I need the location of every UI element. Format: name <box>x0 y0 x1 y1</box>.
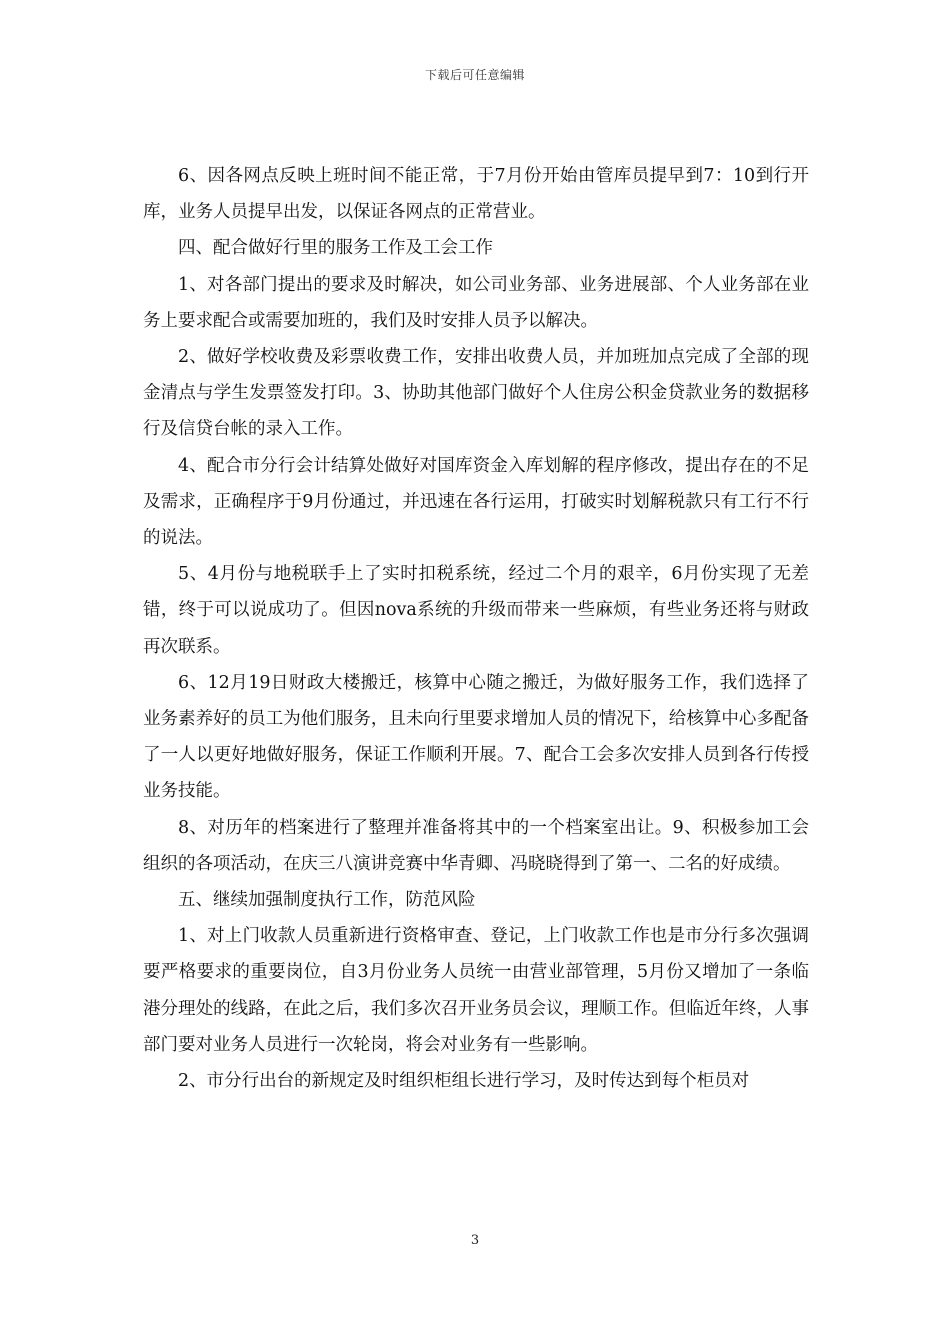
paragraph-1: 6、因各网点反映上班时间不能正常，于7月份开始由管库员提早到7：10到行开库，业务人员提早出发，以保证各网点的正常营业。 <box>143 166 809 223</box>
paragraph-3: 1、对各部门提出的要求及时解决，如公司业务部、业务进展部、个人业务部在业务上要求配合或需要加班的，我们及时安排人员予以解决。 <box>143 274 809 331</box>
page-header: 下载后可任意编辑 <box>424 68 525 82</box>
paragraph-8: 8、对历年的档案进行了整理并准备将其中的一个档案室出让。9、积极参加工会组织的各项活动，在庆三八演讲竞赛中华青卿、冯晓晓得到了第一、二名的好成绩。 <box>143 817 809 874</box>
paragraph-7: 6、12月19日财政大楼搬迁，核算中心随之搬迁，为做好服务工作，我们选择了业务素养好的员工为他们服务，且未向行里要求增加人员的情况下，给核算中心多配备了一人以更好地做好服务，保证工作顺利开展。7、配合工会多次安排人员到各行传授业务技能。 <box>143 672 809 802</box>
section-heading-5: 五、继续加强制度执行工作，防范风险 <box>178 890 476 911</box>
paragraph-10: 1、对上门收款人员重新进行资格审查、登记，上门收款工作也是市分行多次强调要严格要求的重要岗位，自3月份业务人员统一由营业部管理，5月份又增加了一条临港分理处的线路，在此之后，我们多次召开业务员会议，理顺工作。但临近年终，人事部门要对业务人员进行一次轮岗，将会对业务有一些影响。 <box>143 926 809 1055</box>
paragraph-4: 2、做好学校收费及彩票收费工作，安排出收费人员，并加班加点完成了全部的现金清点与学生发票签发打印。3、协助其他部门做好个人住房公积金贷款业务的数据移行及信贷台帐的录入工作。 <box>143 347 809 440</box>
section-heading-4: 四、配合做好行里的服务工作及工会工作 <box>178 238 493 259</box>
paragraph-11: 2、市分行出台的新规定及时组织柜组长进行学习，及时传达到每个柜员对 <box>178 1071 750 1092</box>
page-number: 3 <box>470 1233 480 1248</box>
paragraph-5: 4、配合市分行会计结算处做好对国库资金入库划解的程序修改，提出存在的不足及需求，正确程序于9月份通过，并迅速在各行运用，打破实时划解税款只有工行不行的说法。 <box>143 455 809 549</box>
paragraph-6: 5、4月份与地税联手上了实时扣税系统，经过二个月的艰辛，6月份实现了无差错，终于可以说成功了。但因nova系统的升级而带来一些麻烦，有些业务还将与财政再次联系。 <box>143 564 809 657</box>
document-body <box>143 158 809 1099</box>
